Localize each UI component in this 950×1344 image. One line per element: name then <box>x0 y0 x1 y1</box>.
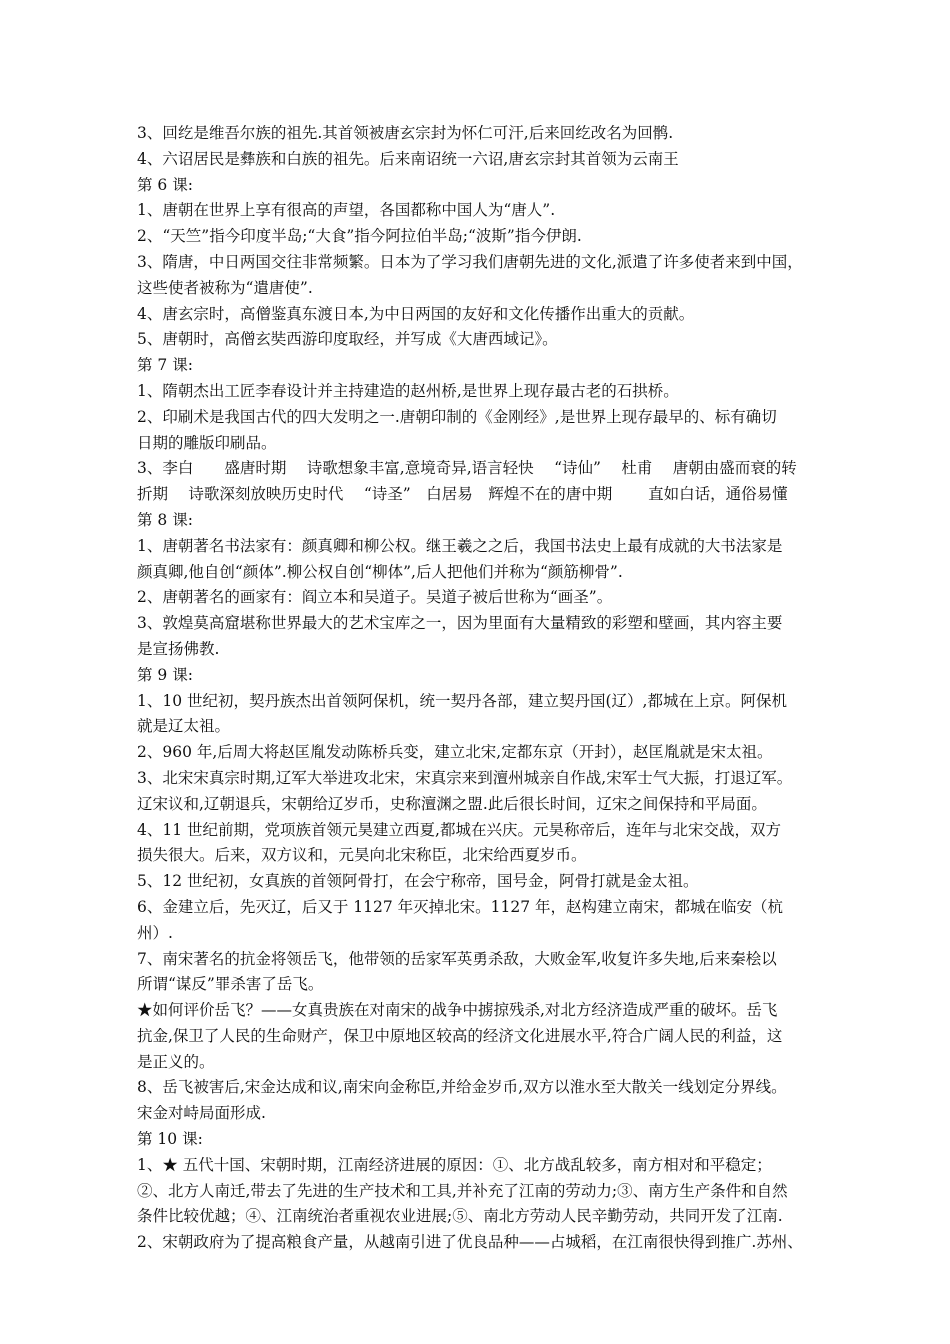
text-line: 3、北宋宋真宗时期,辽军大举进攻北宋，宋真宗来到澶州城亲自作战,宋军士气大振，打退辽军。 <box>137 768 793 787</box>
text-line: 7、南宋著名的抗金将领岳飞，他带领的岳家军英勇杀敌，大败金军,收复许多失地,后来秦桧以 <box>137 949 777 968</box>
text-line: 1、隋朝杰出工匠李春设计并主持建造的赵州桥,是世界上现存最古老的石拱桥。 <box>137 381 679 400</box>
text-line: 第 6 课: <box>137 175 193 194</box>
text-line: 第 9 课: <box>137 665 193 684</box>
text-line: ★如何评价岳飞？——女真贵族在对南宋的战争中掳掠残杀,对北方经济造成严重的破坏。岳飞 <box>137 1001 778 1020</box>
text-line: 4、11 世纪前期，党项族首领元昊建立西夏,都城在兴庆。元昊称帝后，连年与北宋交战，双方 <box>137 820 781 839</box>
text-line: 3、隋唐，中日两国交往非常频繁。日本为了学习我们唐朝先进的文化,派遣了许多使者来到中国， <box>137 252 803 271</box>
text-line: 是正义的。 <box>137 1052 215 1071</box>
document-page <box>137 121 847 1256</box>
text-line: 3、李白 盛唐时期 诗歌想象丰富,意境奇异,语言轻快 “诗仙” 杜甫 唐朝由盛而衰的转 <box>137 459 797 478</box>
text-line: 1、10 世纪初，契丹族杰出首领阿保机，统一契丹各部，建立契丹国(辽）,都城在上京。阿保机 <box>137 691 787 710</box>
text-line: 4、六诏居民是彝族和白族的祖先。后来南诏统一六诏,唐玄宗封其首领为云南王 <box>137 149 679 168</box>
text-line: 是宣扬佛教. <box>137 639 220 658</box>
text-line: 8、岳飞被害后,宋金达成和议,南宋向金称臣,并给金岁币,双方以淮水至大散关一线划定分界线。 <box>137 1078 787 1097</box>
text-line: 3、回纥是维吾尔族的祖先.其首领被唐玄宗封为怀仁可汗,后来回纥改名为回鹘. <box>137 124 674 142</box>
text-line: 第 10 课: <box>137 1130 203 1149</box>
text-line: 损失很大。后来，双方议和，元昊向北宋称臣，北宋给西夏岁币。 <box>137 846 587 865</box>
text-line: 颜真卿,他自创“颜体”.柳公权自创“柳体”,后人把他们并称为“颜筋柳骨”. <box>137 562 623 581</box>
text-line: 6、金建立后，先灭辽，后又于 1127 年灭掉北宋。1127 年，赵构建立南宋，都城在临安（杭 <box>137 897 784 916</box>
text-line: 所谓“谋反”罪杀害了岳飞。 <box>137 975 324 994</box>
text-line: ②、北方人南迁,带去了先进的生产技术和工具,并补充了江南的劳动力;③、南方生产条件和自然 <box>137 1181 788 1200</box>
text-line: 5、12 世纪初，女真族的首领阿骨打，在会宁称帝，国号金，阿骨打就是金太祖。 <box>137 872 699 891</box>
text-line: 1、★ 五代十国、宋朝时期，江南经济进展的原因：①、北方战乱较多，南方相对和平稳定； <box>137 1155 772 1174</box>
text-line: 3、敦煌莫高窟堪称世界最大的艺术宝库之一，因为里面有大量精致的彩塑和壁画，其内容主要 <box>137 614 783 633</box>
text-line: 州）. <box>137 923 173 942</box>
text-line: 2、宋朝政府为了提高粮食产量，从越南引进了优良品种——占城稻，在江南很快得到推广.苏州、 <box>137 1233 803 1252</box>
text-line: 折期 诗歌深刻放映历史时代 “诗圣” 白居易 辉煌不在的唐中期 直如白话，通俗易懂 <box>137 485 788 504</box>
text-line: 条件比较优越；④、江南统治者重视农业进展;⑤、南北方劳动人民辛勤劳动，共同开发了江南. <box>137 1207 783 1226</box>
text-line: 宋金对峙局面形成. <box>137 1104 266 1123</box>
text-line: 1、唐朝在世界上享有很高的声望，各国都称中国人为“唐人”. <box>137 201 556 220</box>
text-line: 这些使者被称为“遣唐使”. <box>137 278 313 297</box>
text-line: 2、唐朝著名的画家有：阎立本和吴道子。吴道子被后世称为“画圣”。 <box>137 588 613 607</box>
text-line: 第 7 课: <box>137 356 193 375</box>
text-line: 第 8 课: <box>137 510 193 529</box>
text-line: 2、960 年,后周大将赵匡胤发动陈桥兵变，建立北宋,定都东京（开封），赵匡胤就是宋太祖。 <box>137 743 773 762</box>
text-line: 2、印刷术是我国古代的四大发明之一.唐朝印制的《金刚经》,是世界上现存最早的、标有确切 <box>137 407 777 426</box>
text-line: 5、唐朝时，高僧玄奘西游印度取经，并写成《大唐西域记》。 <box>137 330 558 349</box>
text-line: 4、唐玄宗时，高僧鉴真东渡日本,为中日两国的友好和文化传播作出重大的贡献。 <box>137 304 695 323</box>
text-line: 抗金,保卫了人民的生命财产，保卫中原地区较高的经济文化进展水平,符合广阔人民的利益，这 <box>137 1026 783 1045</box>
text-line: 日期的雕版印刷品。 <box>137 433 277 452</box>
text-line: 1、唐朝著名书法家有：颜真卿和柳公权。继王羲之之后，我国书法史上最有成就的大书法家是 <box>137 536 783 555</box>
text-line: 2、“天竺”指今印度半岛;“大食”指今阿拉伯半岛;“波斯”指今伊朗. <box>137 227 582 246</box>
text-line: 辽宋议和,辽朝退兵，宋朝给辽岁币，史称澶渊之盟.此后很长时间，辽宋之间保持和平局面。 <box>137 794 767 813</box>
text-line: 就是辽太祖。 <box>137 717 231 736</box>
